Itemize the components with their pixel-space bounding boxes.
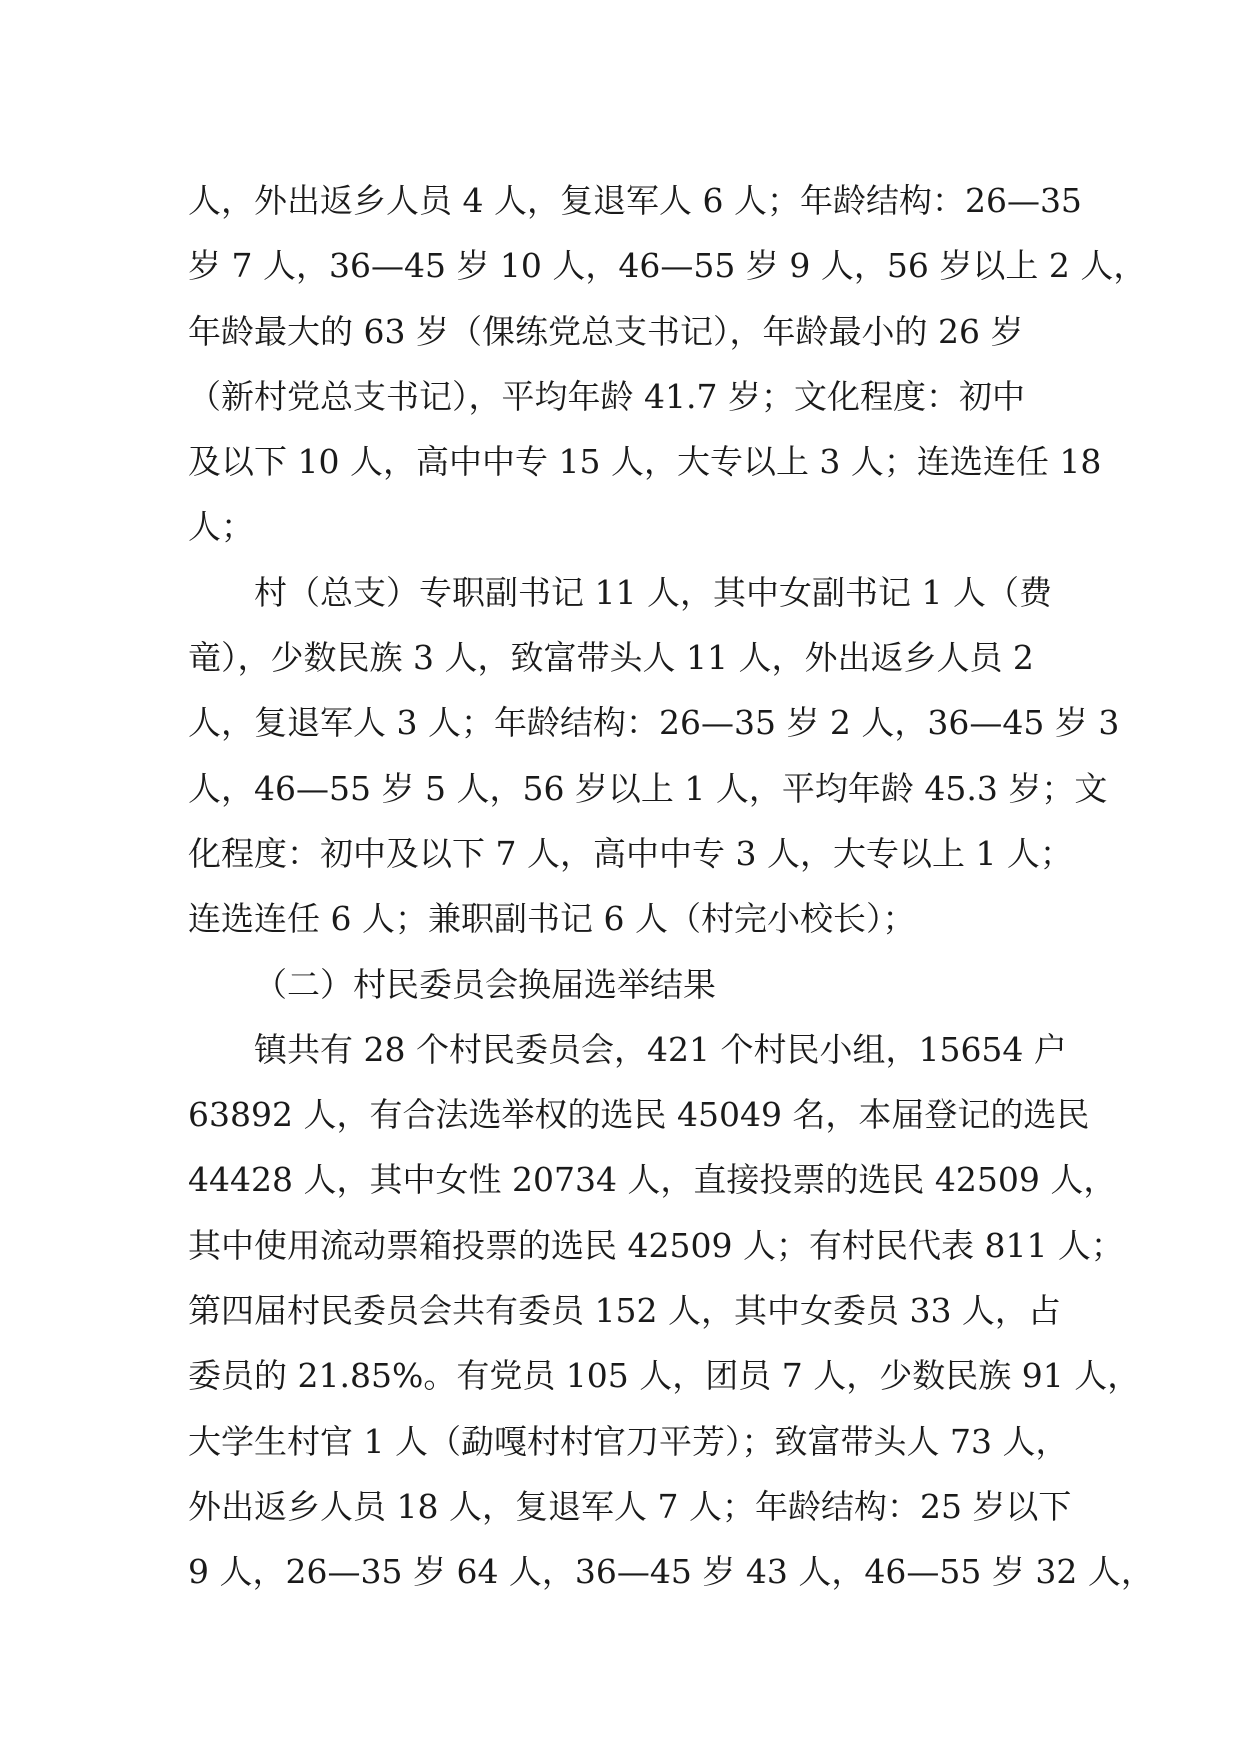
text-line: 44428 人，其中女性 20734 人，直接投票的选民 42509 人， <box>188 1160 1117 1200</box>
text-line: 委员的 21.85%。有党员 105 人，团员 7 人，少数民族 91 人， <box>188 1356 1141 1396</box>
section-heading-text: （二）村民委员会换届选举结果 <box>254 964 716 1004</box>
text-line: 第四届村民委员会共有委员 152 人，其中女委员 33 人，占 <box>188 1291 1061 1331</box>
body-text <box>188 168 1154 1605</box>
text-line: （新村党总支书记），平均年龄 41.7 岁；文化程度：初中 <box>188 376 1025 416</box>
text-line: 连选连任 6 人；兼职副书记 6 人（村完小校长）； <box>188 899 916 939</box>
text-line: 年龄最大的 63 岁（倮练党总支书记），年龄最小的 26 岁 <box>188 311 1024 351</box>
text-line: 镇共有 28 个村民委员会，421 个村民小组，15654 户 <box>254 1029 1067 1069</box>
text-line: 9 人，26—35 岁 64 人，36—45 岁 43 人，46—55 岁 32 人， <box>188 1552 1154 1592</box>
text-line: 其中使用流动票箱投票的选民 42509 人；有村民代表 811 人； <box>188 1225 1124 1265</box>
section-heading <box>188 952 1088 1017</box>
text-line: 人，复退军人 3 人；年龄结构：26—35 岁 2 人，36—45 岁 3 <box>188 703 1120 743</box>
text-line: 外出返乡人员 18 人，复退军人 7 人；年龄结构：25 岁以下 <box>188 1486 1072 1526</box>
text-line: 人； <box>188 507 254 547</box>
paragraph-2 <box>188 560 1120 952</box>
paragraph-3 <box>188 1017 1154 1605</box>
paragraph-1 <box>188 168 1147 560</box>
text-line: 及以下 10 人，高中中专 15 人，大专以上 3 人；连选连任 18 <box>188 442 1102 482</box>
text-line: 岁 7 人，36—45 岁 10 人，46—55 岁 9 人，56 岁以上 2 人， <box>188 246 1147 286</box>
text-line: 63892 人，有合法选举权的选民 45049 名，本届登记的选民 <box>188 1095 1090 1135</box>
text-line: 化程度：初中及以下 7 人，高中中专 3 人，大专以上 1 人； <box>188 833 1073 873</box>
text-line: 村（总支）专职副书记 11 人，其中女副书记 1 人（费 <box>254 572 1052 612</box>
text-line: 人，外出返乡人员 4 人，复退军人 6 人；年龄结构：26—35 <box>188 181 1082 220</box>
text-line: 竜），少数民族 3 人，致富带头人 11 人，外出返乡人员 2 <box>188 638 1034 678</box>
text-line: 人，46—55 岁 5 人，56 岁以上 1 人，平均年龄 45.3 岁；文 <box>188 768 1108 808</box>
text-line: 大学生村官 1 人（勐嘎村村官刀平芳）；致富带头人 73 人， <box>188 1421 1069 1461</box>
